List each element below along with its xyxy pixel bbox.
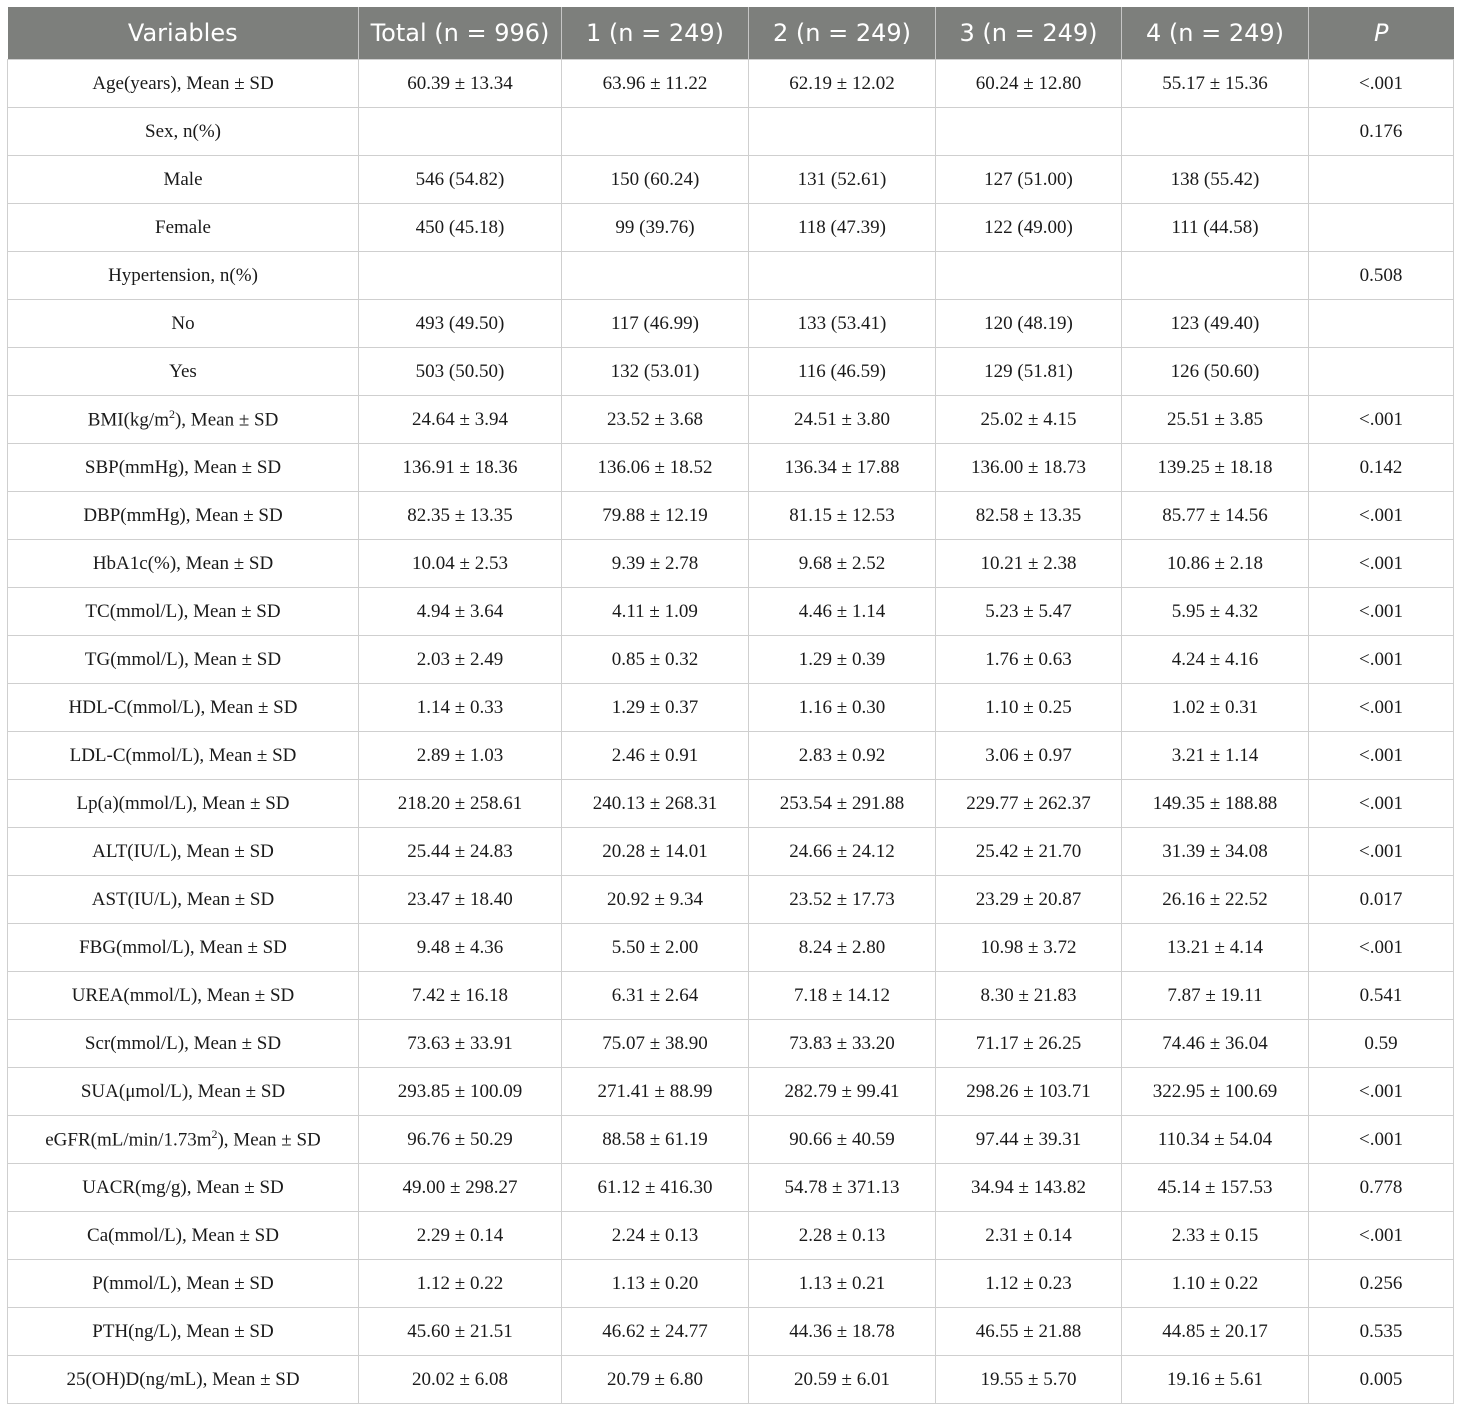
group-4-cell: 85.77 ± 14.56 bbox=[1122, 492, 1309, 540]
group-1-cell: 117 (46.99) bbox=[562, 300, 749, 348]
group-4-cell: 74.46 ± 36.04 bbox=[1122, 1020, 1309, 1068]
total-cell: 10.04 ± 2.53 bbox=[359, 540, 562, 588]
variable-cell: Hypertension, n(%) bbox=[8, 252, 359, 300]
p-value-cell: <.001 bbox=[1309, 1116, 1454, 1164]
p-value-cell: <.001 bbox=[1309, 1212, 1454, 1260]
group-1-cell: 4.11 ± 1.09 bbox=[562, 588, 749, 636]
group-2-cell: 133 (53.41) bbox=[749, 300, 936, 348]
group-1-cell: 2.46 ± 0.91 bbox=[562, 732, 749, 780]
group-4-cell: 110.34 ± 54.04 bbox=[1122, 1116, 1309, 1164]
variable-cell: Ca(mmol/L), Mean ± SD bbox=[8, 1212, 359, 1260]
total-cell: 20.02 ± 6.08 bbox=[359, 1356, 562, 1404]
total-cell: 2.03 ± 2.49 bbox=[359, 636, 562, 684]
group-1-cell: 46.62 ± 24.77 bbox=[562, 1308, 749, 1356]
total-cell: 23.47 ± 18.40 bbox=[359, 876, 562, 924]
p-value-cell: <.001 bbox=[1309, 588, 1454, 636]
group-2-cell: 73.83 ± 33.20 bbox=[749, 1020, 936, 1068]
column-header-p-value: P bbox=[1309, 7, 1454, 60]
group-3-cell: 298.26 ± 103.71 bbox=[936, 1068, 1122, 1116]
table-row bbox=[8, 636, 1454, 684]
group-2-cell: 9.68 ± 2.52 bbox=[749, 540, 936, 588]
group-2-cell: 1.13 ± 0.21 bbox=[749, 1260, 936, 1308]
variable-cell: UREA(mmol/L), Mean ± SD bbox=[8, 972, 359, 1020]
group-3-cell: 2.31 ± 0.14 bbox=[936, 1212, 1122, 1260]
group-4-cell: 5.95 ± 4.32 bbox=[1122, 588, 1309, 636]
group-3-cell: 1.76 ± 0.63 bbox=[936, 636, 1122, 684]
column-header-group-1: 1 (n = 249) bbox=[562, 7, 749, 60]
column-header-variables: Variables bbox=[8, 7, 359, 60]
group-1-cell: 79.88 ± 12.19 bbox=[562, 492, 749, 540]
p-value-cell: <.001 bbox=[1309, 396, 1454, 444]
group-2-cell: 136.34 ± 17.88 bbox=[749, 444, 936, 492]
group-1-cell: 1.29 ± 0.37 bbox=[562, 684, 749, 732]
group-3-cell: 23.29 ± 20.87 bbox=[936, 876, 1122, 924]
group-2-cell: 81.15 ± 12.53 bbox=[749, 492, 936, 540]
variable-cell: TG(mmol/L), Mean ± SD bbox=[8, 636, 359, 684]
variable-cell: No bbox=[8, 300, 359, 348]
group-2-cell: 7.18 ± 14.12 bbox=[749, 972, 936, 1020]
group-1-cell: 20.92 ± 9.34 bbox=[562, 876, 749, 924]
group-4-cell bbox=[1122, 108, 1309, 156]
p-value-cell: <.001 bbox=[1309, 780, 1454, 828]
group-4-cell: 45.14 ± 157.53 bbox=[1122, 1164, 1309, 1212]
group-4-cell: 126 (50.60) bbox=[1122, 348, 1309, 396]
group-4-cell: 25.51 ± 3.85 bbox=[1122, 396, 1309, 444]
group-4-cell: 31.39 ± 34.08 bbox=[1122, 828, 1309, 876]
variable-cell: SBP(mmHg), Mean ± SD bbox=[8, 444, 359, 492]
p-value-cell: 0.142 bbox=[1309, 444, 1454, 492]
variable-cell: LDL-C(mmol/L), Mean ± SD bbox=[8, 732, 359, 780]
group-1-cell: 2.24 ± 0.13 bbox=[562, 1212, 749, 1260]
group-4-cell: 123 (49.40) bbox=[1122, 300, 1309, 348]
variable-cell: Yes bbox=[8, 348, 359, 396]
p-value-cell: 0.535 bbox=[1309, 1308, 1454, 1356]
group-1-cell: 0.85 ± 0.32 bbox=[562, 636, 749, 684]
total-cell: 2.89 ± 1.03 bbox=[359, 732, 562, 780]
column-header-group-2: 2 (n = 249) bbox=[749, 7, 936, 60]
total-cell: 293.85 ± 100.09 bbox=[359, 1068, 562, 1116]
total-cell: 9.48 ± 4.36 bbox=[359, 924, 562, 972]
variable-cell: Sex, n(%) bbox=[8, 108, 359, 156]
group-2-cell: 44.36 ± 18.78 bbox=[749, 1308, 936, 1356]
group-3-cell bbox=[936, 252, 1122, 300]
variable-cell: $BMI(kg/m^2)$, Mean ± SD bbox=[8, 396, 359, 444]
group-2-cell: 253.54 ± 291.88 bbox=[749, 780, 936, 828]
group-2-cell: 1.29 ± 0.39 bbox=[749, 636, 936, 684]
p-value-cell bbox=[1309, 156, 1454, 204]
p-value-cell: <.001 bbox=[1309, 924, 1454, 972]
group-3-cell: 120 (48.19) bbox=[936, 300, 1122, 348]
group-1-cell: 271.41 ± 88.99 bbox=[562, 1068, 749, 1116]
table-row bbox=[8, 876, 1454, 924]
group-4-cell: 111 (44.58) bbox=[1122, 204, 1309, 252]
group-1-cell: 136.06 ± 18.52 bbox=[562, 444, 749, 492]
total-cell: 24.64 ± 3.94 bbox=[359, 396, 562, 444]
table-body bbox=[8, 60, 1454, 1404]
p-value-cell: 0.59 bbox=[1309, 1020, 1454, 1068]
variable-cell: SUA(μmol/L), Mean ± SD bbox=[8, 1068, 359, 1116]
group-4-cell: 26.16 ± 22.52 bbox=[1122, 876, 1309, 924]
variable-cell: $eGFR(mL/\min/1.73m^2)$, Mean ± SD bbox=[8, 1116, 359, 1164]
group-2-cell: 23.52 ± 17.73 bbox=[749, 876, 936, 924]
group-4-cell: 139.25 ± 18.18 bbox=[1122, 444, 1309, 492]
table-row bbox=[8, 348, 1454, 396]
group-4-cell: 149.35 ± 188.88 bbox=[1122, 780, 1309, 828]
group-1-cell: 5.50 ± 2.00 bbox=[562, 924, 749, 972]
table-row bbox=[8, 156, 1454, 204]
variable-cell: HDL-C(mmol/L), Mean ± SD bbox=[8, 684, 359, 732]
total-cell: 2.29 ± 0.14 bbox=[359, 1212, 562, 1260]
p-value-cell: <.001 bbox=[1309, 1068, 1454, 1116]
group-3-cell: 71.17 ± 26.25 bbox=[936, 1020, 1122, 1068]
group-1-cell: 88.58 ± 61.19 bbox=[562, 1116, 749, 1164]
p-value-cell: <.001 bbox=[1309, 732, 1454, 780]
header-row bbox=[8, 7, 1454, 60]
table-row bbox=[8, 588, 1454, 636]
group-2-cell bbox=[749, 108, 936, 156]
variable-cell: Scr(mmol/L), Mean ± SD bbox=[8, 1020, 359, 1068]
group-1-cell: 75.07 ± 38.90 bbox=[562, 1020, 749, 1068]
p-value-cell: <.001 bbox=[1309, 636, 1454, 684]
total-cell bbox=[359, 252, 562, 300]
table-row bbox=[8, 300, 1454, 348]
variable-cell: PTH(ng/L), Mean ± SD bbox=[8, 1308, 359, 1356]
group-3-cell: 129 (51.81) bbox=[936, 348, 1122, 396]
group-2-cell: 116 (46.59) bbox=[749, 348, 936, 396]
group-2-cell: 118 (47.39) bbox=[749, 204, 936, 252]
group-4-cell: 44.85 ± 20.17 bbox=[1122, 1308, 1309, 1356]
group-1-cell: 20.79 ± 6.80 bbox=[562, 1356, 749, 1404]
group-3-cell: 19.55 ± 5.70 bbox=[936, 1356, 1122, 1404]
total-cell: 82.35 ± 13.35 bbox=[359, 492, 562, 540]
group-1-cell: 9.39 ± 2.78 bbox=[562, 540, 749, 588]
group-3-cell: 25.42 ± 21.70 bbox=[936, 828, 1122, 876]
table-container bbox=[7, 7, 1453, 1404]
group-1-cell bbox=[562, 108, 749, 156]
p-value-cell: <.001 bbox=[1309, 540, 1454, 588]
p-value-cell: 0.005 bbox=[1309, 1356, 1454, 1404]
group-3-cell: 229.77 ± 262.37 bbox=[936, 780, 1122, 828]
group-2-cell: 282.79 ± 99.41 bbox=[749, 1068, 936, 1116]
variable-cell: 25(OH)D(ng/mL), Mean ± SD bbox=[8, 1356, 359, 1404]
table-row bbox=[8, 492, 1454, 540]
group-2-cell: 54.78 ± 371.13 bbox=[749, 1164, 936, 1212]
table-row bbox=[8, 684, 1454, 732]
group-4-cell: 55.17 ± 15.36 bbox=[1122, 60, 1309, 108]
p-value-cell: 0.176 bbox=[1309, 108, 1454, 156]
group-4-cell: 1.10 ± 0.22 bbox=[1122, 1260, 1309, 1308]
group-4-cell: 10.86 ± 2.18 bbox=[1122, 540, 1309, 588]
variable-cell: DBP(mmHg), Mean ± SD bbox=[8, 492, 359, 540]
total-cell: 493 (49.50) bbox=[359, 300, 562, 348]
p-value-cell: <.001 bbox=[1309, 492, 1454, 540]
group-2-cell: 1.16 ± 0.30 bbox=[749, 684, 936, 732]
group-1-cell: 150 (60.24) bbox=[562, 156, 749, 204]
group-1-cell: 20.28 ± 14.01 bbox=[562, 828, 749, 876]
group-3-cell: 127 (51.00) bbox=[936, 156, 1122, 204]
p-value-cell: 0.508 bbox=[1309, 252, 1454, 300]
group-1-cell bbox=[562, 252, 749, 300]
total-cell: 1.12 ± 0.22 bbox=[359, 1260, 562, 1308]
group-3-cell: 1.12 ± 0.23 bbox=[936, 1260, 1122, 1308]
group-3-cell: 8.30 ± 21.83 bbox=[936, 972, 1122, 1020]
group-3-cell: 10.98 ± 3.72 bbox=[936, 924, 1122, 972]
group-3-cell: 122 (49.00) bbox=[936, 204, 1122, 252]
group-2-cell: 4.46 ± 1.14 bbox=[749, 588, 936, 636]
group-4-cell: 1.02 ± 0.31 bbox=[1122, 684, 1309, 732]
total-cell: 450 (45.18) bbox=[359, 204, 562, 252]
table-row bbox=[8, 204, 1454, 252]
group-3-cell: 3.06 ± 0.97 bbox=[936, 732, 1122, 780]
total-cell: 45.60 ± 21.51 bbox=[359, 1308, 562, 1356]
table-row bbox=[8, 924, 1454, 972]
p-value-cell bbox=[1309, 204, 1454, 252]
group-3-cell: 46.55 ± 21.88 bbox=[936, 1308, 1122, 1356]
table-row bbox=[8, 1212, 1454, 1260]
group-3-cell: 82.58 ± 13.35 bbox=[936, 492, 1122, 540]
total-cell: 136.91 ± 18.36 bbox=[359, 444, 562, 492]
table-row bbox=[8, 540, 1454, 588]
group-3-cell bbox=[936, 108, 1122, 156]
total-cell: 218.20 ± 258.61 bbox=[359, 780, 562, 828]
table-header bbox=[8, 7, 1454, 60]
group-2-cell: 131 (52.61) bbox=[749, 156, 936, 204]
total-cell: 546 (54.82) bbox=[359, 156, 562, 204]
p-value-cell bbox=[1309, 300, 1454, 348]
variable-cell: UACR(mg/g), Mean ± SD bbox=[8, 1164, 359, 1212]
group-2-cell: 8.24 ± 2.80 bbox=[749, 924, 936, 972]
group-1-cell: 132 (53.01) bbox=[562, 348, 749, 396]
group-4-cell: 4.24 ± 4.16 bbox=[1122, 636, 1309, 684]
group-4-cell bbox=[1122, 252, 1309, 300]
table-row bbox=[8, 1356, 1454, 1404]
variable-cell: FBG(mmol/L), Mean ± SD bbox=[8, 924, 359, 972]
group-2-cell: 62.19 ± 12.02 bbox=[749, 60, 936, 108]
variable-cell: AST(IU/L), Mean ± SD bbox=[8, 876, 359, 924]
group-4-cell: 322.95 ± 100.69 bbox=[1122, 1068, 1309, 1116]
group-3-cell: 1.10 ± 0.25 bbox=[936, 684, 1122, 732]
total-cell: 7.42 ± 16.18 bbox=[359, 972, 562, 1020]
variable-cell: Age(years), Mean ± SD bbox=[8, 60, 359, 108]
variable-cell: Male bbox=[8, 156, 359, 204]
table-row bbox=[8, 252, 1454, 300]
table-row bbox=[8, 1068, 1454, 1116]
total-cell: 25.44 ± 24.83 bbox=[359, 828, 562, 876]
variable-cell: ALT(IU/L), Mean ± SD bbox=[8, 828, 359, 876]
group-2-cell: 24.66 ± 24.12 bbox=[749, 828, 936, 876]
group-1-cell: 23.52 ± 3.68 bbox=[562, 396, 749, 444]
table-row bbox=[8, 60, 1454, 108]
total-cell bbox=[359, 108, 562, 156]
variable-cell: P(mmol/L), Mean ± SD bbox=[8, 1260, 359, 1308]
table-row bbox=[8, 732, 1454, 780]
column-header-group-4: 4 (n = 249) bbox=[1122, 7, 1309, 60]
p-value-cell: <.001 bbox=[1309, 60, 1454, 108]
p-value-cell: 0.541 bbox=[1309, 972, 1454, 1020]
group-2-cell: 20.59 ± 6.01 bbox=[749, 1356, 936, 1404]
table-row bbox=[8, 1164, 1454, 1212]
group-1-cell: 240.13 ± 268.31 bbox=[562, 780, 749, 828]
total-cell: 60.39 ± 13.34 bbox=[359, 60, 562, 108]
group-4-cell: 7.87 ± 19.11 bbox=[1122, 972, 1309, 1020]
group-4-cell: 138 (55.42) bbox=[1122, 156, 1309, 204]
total-cell: 96.76 ± 50.29 bbox=[359, 1116, 562, 1164]
table-row bbox=[8, 1020, 1454, 1068]
group-2-cell: 24.51 ± 3.80 bbox=[749, 396, 936, 444]
group-1-cell: 63.96 ± 11.22 bbox=[562, 60, 749, 108]
group-2-cell bbox=[749, 252, 936, 300]
column-header-group-3: 3 (n = 249) bbox=[936, 7, 1122, 60]
p-value-cell: <.001 bbox=[1309, 828, 1454, 876]
table-row bbox=[8, 972, 1454, 1020]
table-row bbox=[8, 1260, 1454, 1308]
table-row bbox=[8, 108, 1454, 156]
group-1-cell: 1.13 ± 0.20 bbox=[562, 1260, 749, 1308]
table-row bbox=[8, 444, 1454, 492]
variable-cell: Lp(a)(mmol/L), Mean ± SD bbox=[8, 780, 359, 828]
p-value-cell: 0.778 bbox=[1309, 1164, 1454, 1212]
table-row bbox=[8, 828, 1454, 876]
group-2-cell: 90.66 ± 40.59 bbox=[749, 1116, 936, 1164]
group-2-cell: 2.83 ± 0.92 bbox=[749, 732, 936, 780]
group-3-cell: 136.00 ± 18.73 bbox=[936, 444, 1122, 492]
group-3-cell: 60.24 ± 12.80 bbox=[936, 60, 1122, 108]
data-table bbox=[7, 7, 1454, 1404]
group-4-cell: 3.21 ± 1.14 bbox=[1122, 732, 1309, 780]
group-3-cell: 5.23 ± 5.47 bbox=[936, 588, 1122, 636]
total-cell: 503 (50.50) bbox=[359, 348, 562, 396]
p-value-cell: <.001 bbox=[1309, 684, 1454, 732]
group-1-cell: 61.12 ± 416.30 bbox=[562, 1164, 749, 1212]
group-2-cell: 2.28 ± 0.13 bbox=[749, 1212, 936, 1260]
group-3-cell: 25.02 ± 4.15 bbox=[936, 396, 1122, 444]
table-row bbox=[8, 396, 1454, 444]
variable-cell: Female bbox=[8, 204, 359, 252]
variable-cell: TC(mmol/L), Mean ± SD bbox=[8, 588, 359, 636]
group-4-cell: 19.16 ± 5.61 bbox=[1122, 1356, 1309, 1404]
group-4-cell: 2.33 ± 0.15 bbox=[1122, 1212, 1309, 1260]
column-header-total: Total (n = 996) bbox=[359, 7, 562, 60]
group-4-cell: 13.21 ± 4.14 bbox=[1122, 924, 1309, 972]
group-1-cell: 99 (39.76) bbox=[562, 204, 749, 252]
group-1-cell: 6.31 ± 2.64 bbox=[562, 972, 749, 1020]
group-3-cell: 97.44 ± 39.31 bbox=[936, 1116, 1122, 1164]
table-row bbox=[8, 780, 1454, 828]
total-cell: 4.94 ± 3.64 bbox=[359, 588, 562, 636]
total-cell: 73.63 ± 33.91 bbox=[359, 1020, 562, 1068]
table-row bbox=[8, 1116, 1454, 1164]
p-value-cell: 0.256 bbox=[1309, 1260, 1454, 1308]
total-cell: 49.00 ± 298.27 bbox=[359, 1164, 562, 1212]
total-cell: 1.14 ± 0.33 bbox=[359, 684, 562, 732]
p-value-cell: 0.017 bbox=[1309, 876, 1454, 924]
group-3-cell: 34.94 ± 143.82 bbox=[936, 1164, 1122, 1212]
group-3-cell: 10.21 ± 2.38 bbox=[936, 540, 1122, 588]
p-value-cell bbox=[1309, 348, 1454, 396]
variable-cell: HbA1c(%), Mean ± SD bbox=[8, 540, 359, 588]
table-row bbox=[8, 1308, 1454, 1356]
